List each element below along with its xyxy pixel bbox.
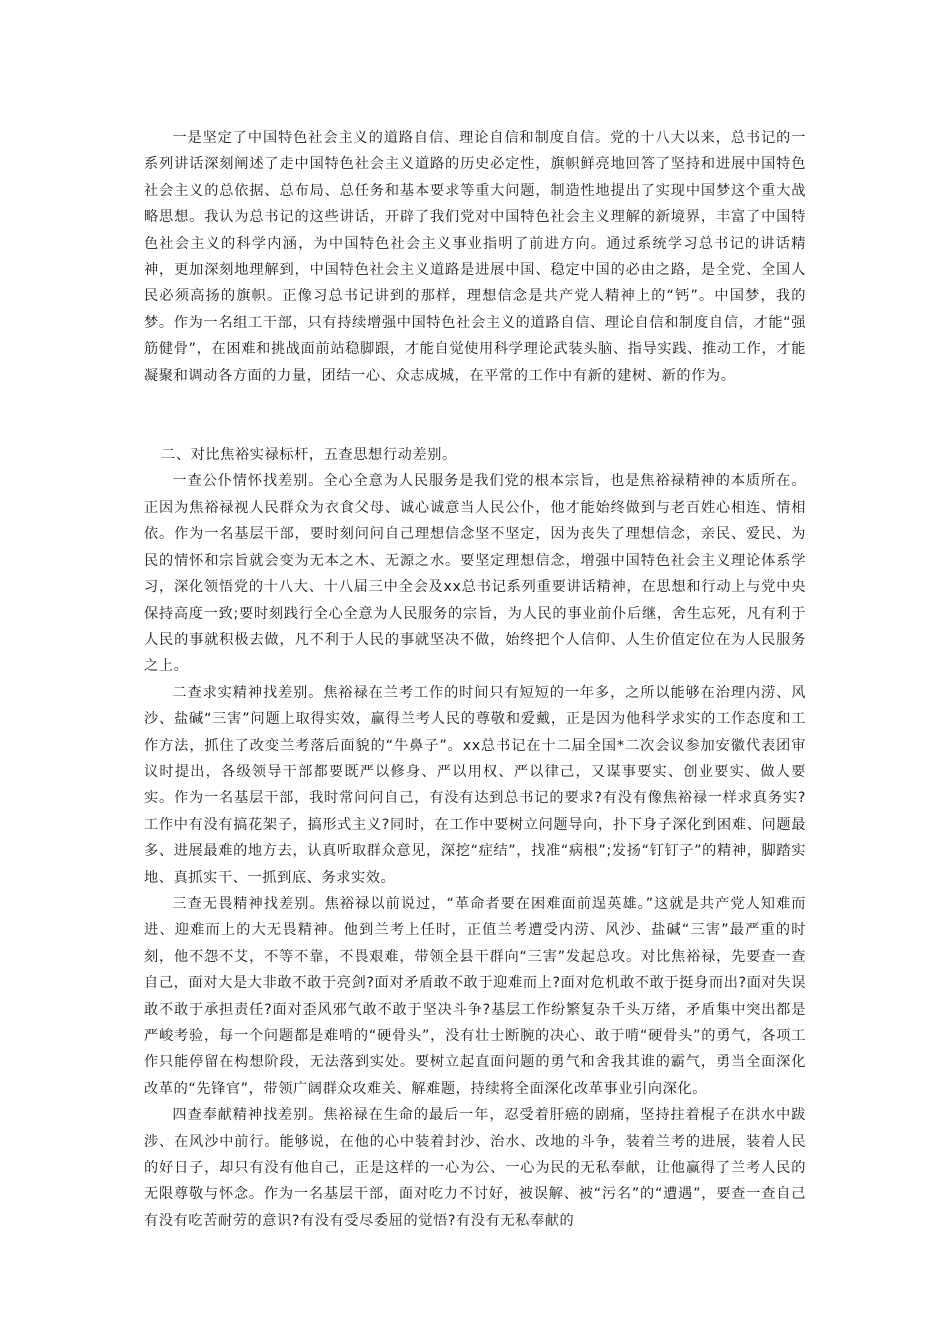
paragraph-check-4: 四查奉献精神找差别。焦裕禄在生命的最后一年，忍受着肝癌的剧痛，坚持拄着棍子在洪水中跋涉、在风沙中前行。能够说，在他的心中装着封沙、治水、改地的斗争，装着兰考的进展，装着人民的好日子，却只有没有他自己，正是这样的一心为公、一心为民的无私奉献，让他赢得了兰考人民的无限尊敬与怀念。作为一名基层干部，面对吃力不讨好，被误解、被“污名”的“遭遇”，要查一查自己有没有吃苦耐劳的意识?有没有受尽委屈的觉悟?有没有无私奉献的 (144, 1107, 806, 1229)
paragraph-1: 一是坚定了中国特色社会主义的道路自信、理论自信和制度自信。党的十八大以来，总书记的一系列讲话深刻阐述了走中国特色社会主义道路的历史必定性，旗帜鲜亮地回答了坚持和进展中国特色社会主义的总依据、总布局、总任务和基本要求等重大问题，制造性地提出了实现中国梦这个重大战略思想。我认为总书记的这些讲话，开辟了我们党对中国特色社会主义理解的新境界，丰富了中国特色社会主义的科学内涵，为中国特色社会主义事业指明了前进方向。通过系统学习总书记的讲话精神，更加深刻地理解到，中国特色社会主义道路是进展中国、稳定中国的必由之路，是全党、全国人民必须高扬的旗帜。正像习总书记讲到的那样，理想信念是共产党人精神上的“钙”。中国梦，我的梦。作为一名组工干部，只有持续增强中国特色社会主义的道路自信、理论自信和制度自信，才能“强筋健骨”，在困难和挑战面前站稳脚跟，才能自觉使用科学理论武装头脑、指导实践、推动工作，才能凝聚和调动各方面的力量，团结一心、众志成城，在平常的工作中有新的建树、新的作为。 (144, 130, 806, 384)
paragraph-check-3: 三查无畏精神找差别。焦裕禄以前说过，“革命者要在困难面前逞英雄。”这就是共产党人知难而进、迎难而上的大无畏精神。他到兰考上任时，正值兰考遭受内涝、风沙、盐碱“三害”最严重的时刻，他不怨不艾，不等不靠，不畏艰难，带领全县干群向“三害”发起总攻。对比焦裕禄，先要查一查自己，面对大是大非敢不敢于亮剑?面对矛盾敢不敢于迎难而上?面对危机敢不敢于挺身而出?面对失误敢不敢于承担责任?面对歪风邪气敢不敢于坚决斗争?基层工作纷繁复杂千头万绪，矛盾集中突出都是严峻考验，每一个问题都是难啃的“硬骨头”，没有壮士断腕的决心、敢于啃“硬骨头”的勇气，各项工作只能停留在构想阶段，无法落到实处。要树立起直面问题的勇气和舍我其谁的霸气，勇当全面深化改革的“先锋官”，带领广阔群众攻难关、解难题，持续将全面深化改革事业引向深化。 (144, 895, 806, 1097)
paragraph-check-2: 二查求实精神找差别。焦裕禄在兰考工作的时间只有短短的一年多，之所以能够在治理内涝、风沙、盐碱“三害”问题上取得实效，赢得兰考人民的尊敬和爱戴，正是因为他科学求实的工作态度和工作方法，抓住了改变兰考落后面貌的“牛鼻子”。xx总书记在十二届全国*二次会议参加安徽代表团审议时提出，各级领导干部都要既严以修身、严以用权、严以律己，又谋事要实、创业要实、做人要实。作为一名基层干部，我时常问问自己，有没有达到总书记的要求?有没有像焦裕禄一样求真务实?工作中有没有搞花架子，搞形式主义?同时，在工作中要树立问题导向，扑下身子深化到困难、问题最多、进展最难的地方去，认真听取群众意见，深挖“症结”，找准“病根”;发扬“钉钉子”的精神，脚踏实地、真抓实干、一抓到底、务求实效。 (144, 684, 806, 886)
paragraph-check-1: 一查公仆情怀找差别。全心全意为人民服务是我们党的根本宗旨，也是焦裕禄精神的本质所在。正因为焦裕禄视人民群众为衣食父母、诚心诚意当人民公仆，他才能始终做到与老百姓心相连、情相依。作为一名基层干部，要时刻问问自己理想信念坚不坚定，因为丧失了理想信念，亲民、爱民、为民的情怀和宗旨就会变为无本之木、无源之水。要坚定理想信念，增强中国特色社会主义理论体系学习，深化领悟党的十八大、十八届三中全会及xx总书记系列重要讲话精神，在思想和行动上与党中央保持高度一致;要时刻践行全心全意为人民服务的宗旨，为人民的事业前仆后继，舍生忘死，凡有利于人民的事就积极去做，凡不利于人民的事就坚决不做，始终把个人信仰、人生价值定位在为人民服务之上。 (144, 473, 806, 675)
section-heading: 二、对比焦裕实禄标杆，五查思想行动差别。 (161, 447, 457, 464)
paragraph-gap (144, 389, 806, 442)
document-body (144, 125, 806, 1234)
